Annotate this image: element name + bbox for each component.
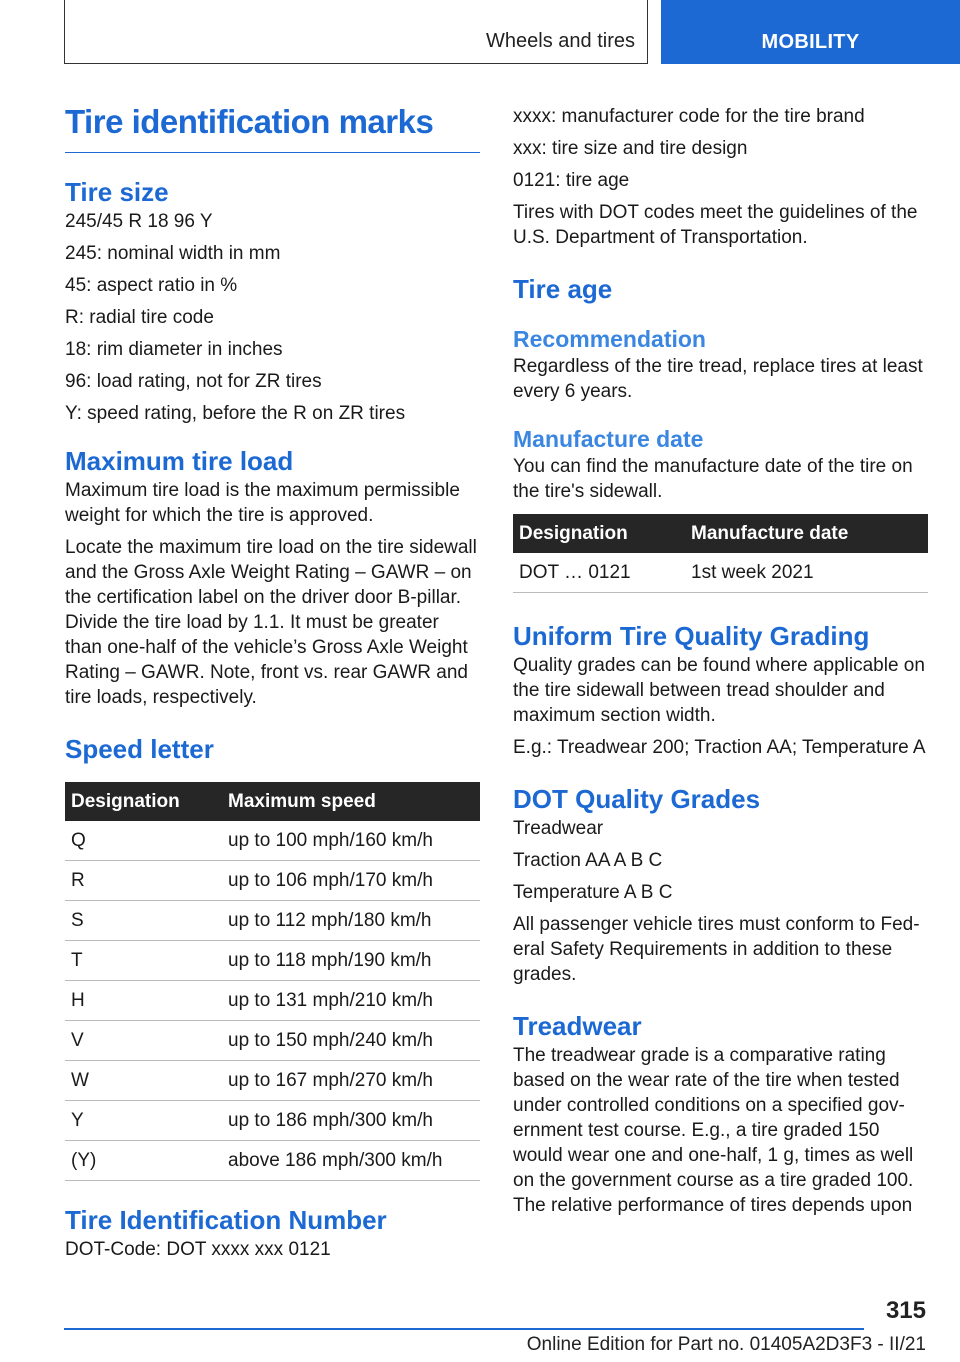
treadwear-heading: Treadwear — [513, 1011, 642, 1041]
tire-size-heading: Tire size — [65, 177, 169, 207]
recommendation-text: Regardless of the tire tread, replace tires at least every 6 years. — [513, 356, 923, 402]
table-cell: up to 186 mph/300 km/h — [222, 1101, 480, 1141]
tin-heading: Tire Identification Number — [65, 1205, 387, 1235]
dot-note: Tires with DOT codes meet the guidelines of the U.S. Department of Transportation. — [513, 202, 918, 248]
table-header: Designation — [513, 514, 685, 553]
header-chapter-tab — [661, 0, 960, 64]
tin-line: DOT-Code: DOT xxxx xxx 0121 — [65, 1239, 331, 1260]
table-row — [513, 553, 928, 593]
table-cell: up to 112 mph/180 km/h — [222, 901, 480, 941]
table-row — [65, 1061, 480, 1101]
table-cell: up to 131 mph/210 km/h — [222, 981, 480, 1021]
table-row — [65, 821, 480, 861]
dot-grade-line: Traction AA A B C — [513, 850, 663, 871]
tire-size-line: 18: rim diameter in inches — [65, 339, 283, 360]
left-column — [65, 100, 480, 1262]
table-row — [65, 1021, 480, 1061]
recommendation-heading: Recommendation — [513, 326, 706, 352]
tire-age-heading: Tire age — [513, 274, 613, 304]
table-row — [65, 1101, 480, 1141]
table-cell: H — [65, 981, 222, 1021]
table-cell: T — [65, 941, 222, 981]
table-row — [65, 981, 480, 1021]
table-cell: up to 106 mph/170 km/h — [222, 861, 480, 901]
table-cell: up to 150 mph/240 km/h — [222, 1021, 480, 1061]
table-cell: R — [65, 861, 222, 901]
manufacture-date-heading: Manufacture date — [513, 426, 704, 452]
dot-grades-paragraph: All passenger vehicle tires must conform to Fed‐eral Safety Requirements in addition to these grades. — [513, 914, 920, 985]
table-row — [65, 901, 480, 941]
tin-code-line: xxx: tire size and tire design — [513, 138, 748, 159]
right-column — [513, 104, 928, 1218]
manufacture-date-table — [513, 514, 928, 593]
max-load-paragraph: Maximum tire load is the maximum permissible weight for which the tire is approved. — [65, 480, 460, 526]
table-cell: W — [65, 1061, 222, 1101]
tire-size-line: R: radial tire code — [65, 307, 214, 328]
tire-size-line: 96: load rating, not for ZR tires — [65, 371, 322, 392]
max-load-heading: Maximum tire load — [65, 446, 294, 476]
dot-grades-heading: DOT Quality Grades — [513, 784, 761, 814]
dot-grade-line: Treadwear — [513, 818, 604, 839]
table-row — [65, 941, 480, 981]
treadwear-paragraph: The treadwear grade is a comparative rating based on the wear rate of the tire when tested under controlled conditions on a specified gov‐ernment test course. E.g., a tire graded 150 would wear one and one-half, 1 g, times as well on the government course as a tire graded 100. The relative performance of tires depends upon — [513, 1045, 914, 1216]
speed-letter-heading: Speed letter — [65, 734, 214, 764]
speed-letter-table — [65, 782, 480, 1181]
utqg-example: E.g.: Treadwear 200; Traction AA; Temperature A — [513, 737, 926, 758]
table-row — [65, 861, 480, 901]
tire-size-line: 245: nominal width in mm — [65, 243, 281, 264]
footer-edition: Online Edition for Part no. 01405A2D3F3 - II/21 — [526, 1334, 926, 1355]
max-load-paragraph: Locate the maximum tire load on the tire sidewall and the Gross Axle Weight Rating – GAWR – on the certification label on the driver door B-pillar. Divide the tire load by 1.1. It must be greater than one-half of the vehicle’s Gross Axle Weight Rating – GAWR. Note, front vs. rear GAWR and tire loads, respectively. — [65, 537, 477, 708]
table-cell: DOT … 0121 — [513, 553, 685, 593]
table-cell: Y — [65, 1101, 222, 1141]
table-cell: V — [65, 1021, 222, 1061]
header-chapter-label: MOBILITY — [761, 31, 860, 53]
table-cell: up to 118 mph/190 km/h — [222, 941, 480, 981]
footer-divider — [64, 1328, 864, 1330]
table-header: Manufacture date — [685, 514, 928, 553]
tire-size-line: 45: aspect ratio in % — [65, 275, 238, 296]
tin-code-line: 0121: tire age — [513, 170, 630, 191]
table-header: Designation — [65, 782, 222, 821]
table-header: Maximum speed — [222, 782, 480, 821]
utqg-paragraph: Quality grades can be found where applicable on the tire sidewall between tread shoulder and maximum section width. — [513, 655, 925, 726]
table-cell: 1st week 2021 — [685, 553, 928, 593]
manufacture-date-text: You can find the manufacture date of the tire on the tire's sidewall. — [513, 456, 913, 502]
table-cell: S — [65, 901, 222, 941]
page-title: Tire identification marks — [65, 100, 480, 153]
header-section-box — [64, 0, 648, 64]
page-number: 315 — [885, 1297, 926, 1324]
utqg-heading: Uniform Tire Quality Grading — [513, 621, 870, 651]
header-section-title: Wheels and tires — [486, 30, 635, 52]
tire-size-line: 245/45 R 18 96 Y — [65, 211, 213, 232]
table-cell: above 186 mph/300 km/h — [222, 1141, 480, 1181]
table-cell: up to 100 mph/160 km/h — [222, 821, 480, 861]
table-cell: up to 167 mph/270 km/h — [222, 1061, 480, 1101]
dot-grade-line: Temperature A B C — [513, 882, 673, 903]
tin-code-line: xxxx: manufacturer code for the tire brand — [513, 106, 865, 127]
table-cell: Q — [65, 821, 222, 861]
table-row — [65, 1141, 480, 1181]
table-cell: (Y) — [65, 1141, 222, 1181]
tire-size-line: Y: speed rating, before the R on ZR tires — [65, 403, 406, 424]
